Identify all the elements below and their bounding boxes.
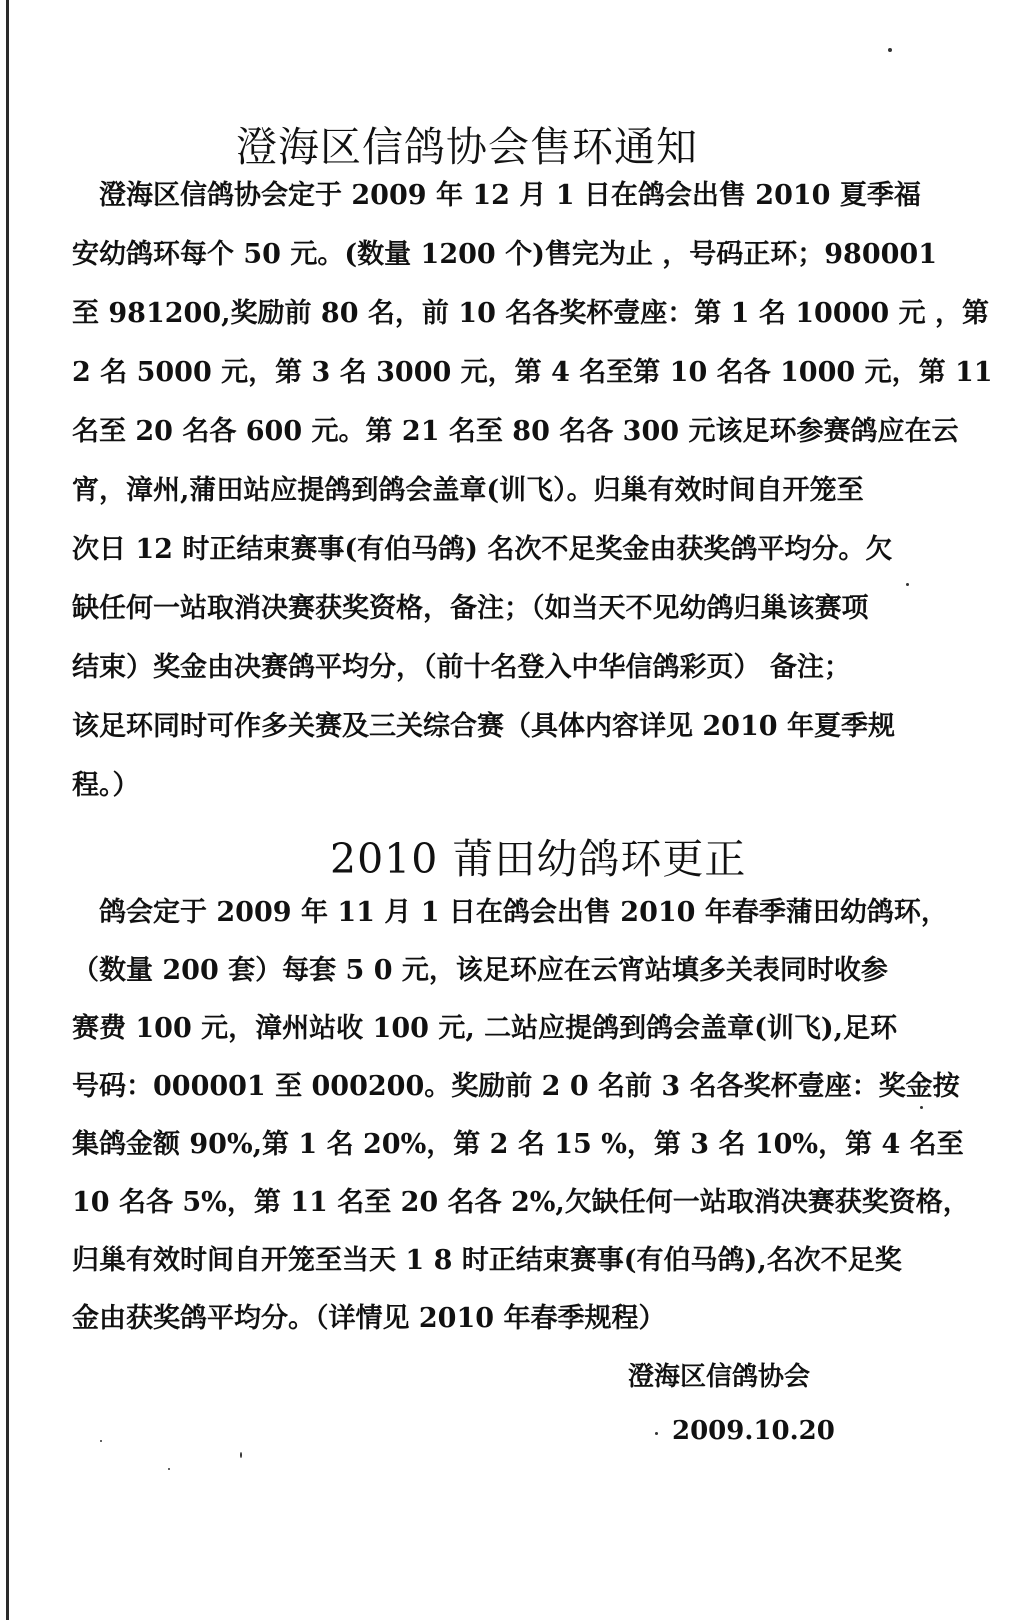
notice-1-line: 宵，漳州,蒲田站应提鸽到鸽会盖章(训飞）。归巢有效时间自开笼至	[72, 475, 864, 506]
notice-2-line: 金由获奖鸽平均分。（详情见 2010 年春季规程）	[72, 1303, 666, 1334]
notice-1-line: 程。）	[72, 770, 140, 801]
notice-2-line: （数量 200 套）每套 5 0 元，该足环应在云宵站填多关表同时收参	[72, 955, 888, 986]
signature-date: 2009.10.20	[672, 1416, 835, 1446]
scan-speck	[655, 1432, 658, 1435]
notice-1-line: 次日 12 时正结束赛事(有伯马鸽) 名次不足奖金由获奖鸽平均分。欠	[72, 534, 893, 565]
notice-2-line: 10 名各 5%，第 11 名至 20 名各 2%,欠缺任何一站取消决赛获奖资格，	[72, 1187, 970, 1218]
notice-1-body	[72, 166, 993, 815]
scan-edge-border	[6, 0, 9, 1620]
notice-2-line: 集鸽金额 90%,第 1 名 20%，第 2 名 15 %，第 3 名 10%，第 4 名至	[72, 1129, 964, 1160]
scan-speck	[920, 1106, 923, 1109]
signature-organization: 澄海区信鸽协会	[628, 1362, 811, 1392]
notice-1-line: 安幼鸽环每个 50 元。(数量 1200 个)售完为止 ，号码正环；980001	[72, 239, 937, 270]
notice-2-line: 鸽会定于 2009 年 11 月 1 日在鸽会出售 2010 年春季蒲田幼鸽环，	[72, 897, 948, 928]
notice-2-line: 归巢有效时间自开笼至当天 1 8 时正结束赛事(有伯马鸽),名次不足奖	[72, 1245, 902, 1276]
notice-1-line: 名至 20 名各 600 元。第 21 名至 80 名各 300 元该足环参赛鸽应在云	[72, 416, 959, 447]
notice-1-line: 缺任何一站取消决赛获奖资格，备注；（如当天不见幼鸽归巢该赛项	[72, 593, 869, 624]
notice-2-line: 赛费 100 元，漳州站收 100 元, 二站应提鸽到鸽会盖章(训飞),足环	[72, 1013, 898, 1044]
scan-speck	[888, 48, 892, 52]
scan-speck	[100, 1440, 102, 1442]
notice-2-title: 2010 莆田幼鸽环更正	[330, 835, 747, 883]
notice-1-title: 澄海区信鸽协会售环通知	[236, 123, 698, 171]
scan-speck	[906, 583, 909, 586]
notice-2-line: 号码：000001 至 000200。奖励前 2 0 名前 3 名各奖杯壹座：奖金按	[72, 1071, 960, 1102]
scan-speck	[168, 1468, 170, 1470]
notice-1-line: 2 名 5000 元，第 3 名 3000 元，第 4 名至第 10 名各 1000 元，第 11	[72, 357, 993, 388]
notice-2-body	[72, 884, 970, 1348]
notice-1-line: 至 981200,奖励前 80 名，前 10 名各奖杯壹座：第 1 名 10000 元 ，第	[72, 298, 989, 329]
notice-1-line: 结束）奖金由决赛鸽平均分，（前十名登入中华信鸽彩页） 备注；	[72, 652, 851, 683]
notice-1-line: 该足环同时可作多关赛及三关综合赛（具体内容详见 2010 年夏季规	[72, 711, 895, 742]
scan-speck	[240, 1452, 242, 1458]
notice-1-line: 澄海区信鸽协会定于 2009 年 12 月 1 日在鸽会出售 2010 夏季福	[72, 180, 921, 211]
